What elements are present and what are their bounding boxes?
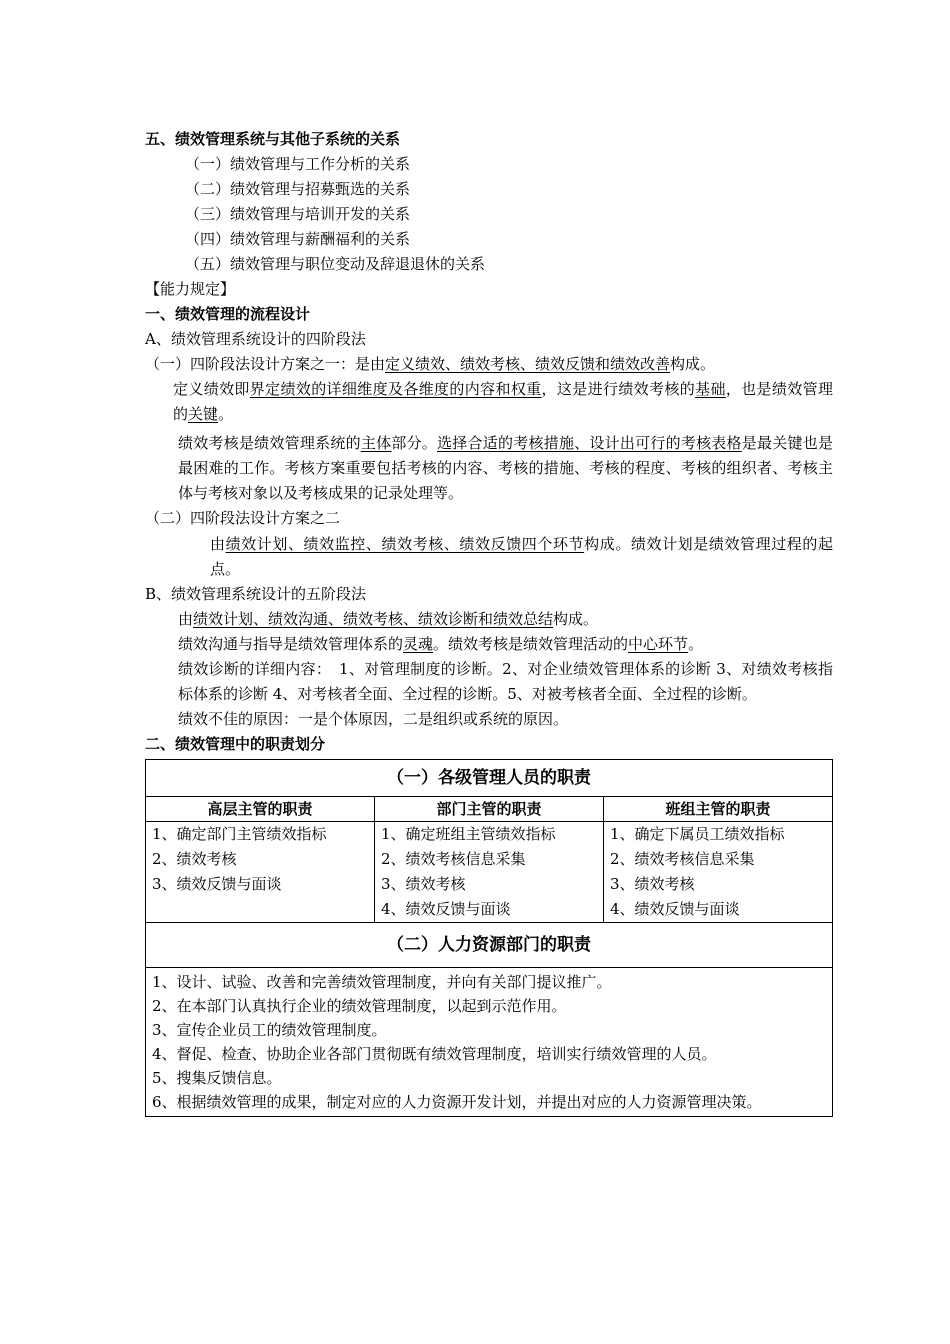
table-heading-hr: （二）人力资源部门的职责 — [146, 923, 833, 968]
define-performance-paragraph: 定义绩效即界定绩效的详细维度及各维度的内容和权重，这是进行绩效考核的基础，也是绩效管理的关键。 — [173, 380, 833, 423]
department-duties-cell — [375, 822, 604, 923]
list-item: 2、绩效考核 — [152, 850, 237, 868]
scheme-2-paragraph: 由绩效计划、绩效监控、绩效考核、绩效反馈四个环节构成。绩效计划是绩效管理过程的起点。 — [210, 535, 833, 578]
list-item: 6、根据绩效管理的成果，制定对应的人力资源开发计划，并提出对应的人力资源管理决策。 — [152, 1093, 762, 1111]
method-a-heading: A、绩效管理系统设计的四阶段法 — [145, 330, 366, 348]
scheme-2-heading: （二）四阶段法设计方案之二 — [145, 509, 341, 527]
part-1-heading: 一、绩效管理的流程设计 — [145, 305, 311, 323]
list-item: 3、宣传企业员工的绩效管理制度。 — [152, 1021, 387, 1039]
list-item: 2、在本部门认真执行企业的绩效管理制度，以起到示范作用。 — [152, 997, 567, 1015]
part-2-heading: 二、绩效管理中的职责划分 — [145, 735, 326, 753]
section-5-item: （二）绩效管理与招募甄选的关系 — [185, 180, 411, 198]
list-item: 3、绩效反馈与面谈 — [152, 875, 282, 893]
assessment-paragraph: 绩效考核是绩效管理系统的主体部分。选择合适的考核措施、设计出可行的考核表格是最关键也是最困难的工作。考核方案重要包括考核的内容、考核的措施、考核的程度、考核的组织者、考核主体与考核对象以及考核成果的记录处理等。 — [178, 434, 833, 502]
list-item: 4、绩效反馈与面谈 — [610, 900, 740, 918]
team-duties-cell — [604, 822, 833, 923]
list-item: 1、确定下属员工绩效指标 — [610, 825, 785, 843]
diagnosis-paragraph: 绩效诊断的详细内容： 1、对管理制度的诊断。2、对企业绩效管理体系的诊断 3、对绩效考核指标体系的诊断 4、对考核者全面、全过程的诊断。5、对被考核者全面、全过程的诊断。 — [178, 660, 833, 703]
scheme-1-line: （一）四阶段法设计方案之一：是由定义绩效、绩效考核、绩效反馈和绩效改善构成。 — [145, 355, 716, 373]
responsibility-table — [145, 759, 833, 1117]
five-stage-paragraph: 由绩效计划、绩效沟通、绩效考核、绩效诊断和绩效总结构成。 — [178, 610, 599, 628]
list-item: 2、绩效考核信息采集 — [610, 850, 755, 868]
ability-heading: 【能力规定】 — [145, 280, 236, 298]
list-item: 3、绩效考核 — [610, 875, 695, 893]
senior-duties-cell — [146, 822, 375, 923]
list-item: 4、绩效反馈与面谈 — [381, 900, 511, 918]
poor-performance-paragraph: 绩效不佳的原因：一是个体原因，二是组织或系统的原因。 — [178, 710, 569, 728]
list-item: 1、设计、试验、改善和完善绩效管理制度，并向有关部门提议推广。 — [152, 973, 612, 991]
list-item: 5、搜集反馈信息。 — [152, 1069, 282, 1087]
section-5-heading: 五、绩效管理系统与其他子系统的关系 — [145, 130, 401, 148]
list-item: 1、确定班组主管绩效指标 — [381, 825, 556, 843]
column-header-team: 班组主管的职责 — [604, 797, 833, 822]
document-page — [145, 127, 833, 1117]
communication-paragraph: 绩效沟通与指导是绩效管理体系的灵魂。绩效考核是绩效管理活动的中心环节。 — [178, 635, 704, 653]
list-item: 1、确定部门主管绩效指标 — [152, 825, 327, 843]
column-header-department: 部门主管的职责 — [375, 797, 604, 822]
list-item: 2、绩效考核信息采集 — [381, 850, 526, 868]
column-header-senior: 高层主管的职责 — [146, 797, 375, 822]
section-5-item: （五）绩效管理与职位变动及辞退退休的关系 — [185, 255, 486, 273]
table-heading-managers: （一）各级管理人员的职责 — [146, 760, 833, 797]
hr-duties-cell — [146, 968, 833, 1117]
section-5-item: （三）绩效管理与培训开发的关系 — [185, 205, 411, 223]
section-5-item: （四）绩效管理与薪酬福利的关系 — [185, 230, 411, 248]
list-item: 3、绩效考核 — [381, 875, 466, 893]
section-5-item: （一）绩效管理与工作分析的关系 — [185, 155, 411, 173]
list-item: 4、督促、检查、协助企业各部门贯彻既有绩效管理制度，培训实行绩效管理的人员。 — [152, 1045, 717, 1063]
method-b-heading: B、绩效管理系统设计的五阶段法 — [145, 585, 367, 603]
